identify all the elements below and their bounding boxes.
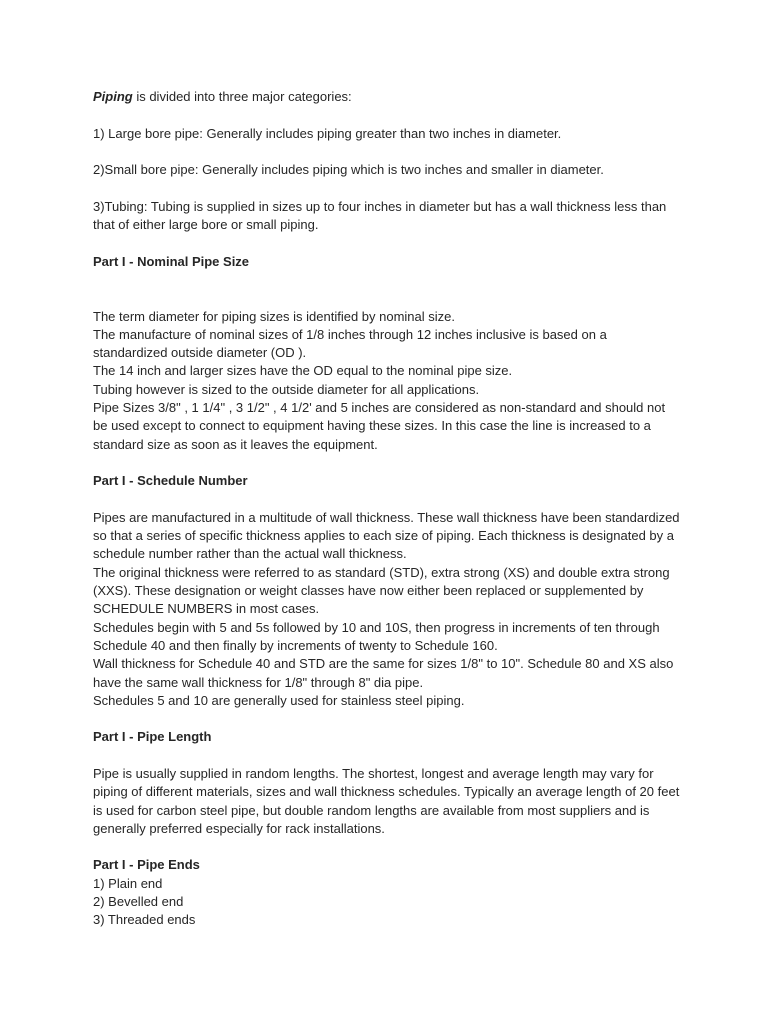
nominal-line-1: The term diameter for piping sizes is identified by nominal size. — [93, 308, 455, 324]
schedule-line-2: The original thickness were referred to as standard (STD), extra strong (XS) and double extra strong (XXS). These designation or weight classes have now either been replaced or supplemented by SCHEDULE NUMBERS in most cases. — [93, 564, 670, 617]
document-page — [93, 88, 683, 930]
nominal-line-2: The manufacture of nominal sizes of 1/8 inches through 12 inches inclusive is based on a standardized outside diameter (OD ). — [93, 326, 607, 361]
heading-pipe-ends: Part I - Pipe Ends — [93, 857, 200, 873]
nominal-line-5: Pipe Sizes 3/8" , 1 1/4" , 3 1/2" , 4 1/2' and 5 inches are considered as non-standard and should not be used except to connect to equipment having these sizes. In this case the line is increased to a standard size as soon as it leaves the equipment. — [93, 400, 666, 452]
schedule-line-4: Wall thickness for Schedule 40 and STD are the same for sizes 1/8" to 10". Schedule 80 and XS also have the same wall thickness for 1/8" through 8" dia pipe. — [93, 656, 674, 690]
intro-paragraph — [93, 88, 683, 106]
schedule-line-3: Schedules begin with 5 and 5s followed by 10 and 10S, then progress in increments of ten through Schedule 40 and then finally by increments of twenty to Schedule 160. — [93, 619, 660, 653]
intro-term: Piping — [93, 89, 133, 104]
nominal-line-3: The 14 inch and larger sizes have the OD equal to the nominal pipe size. — [93, 363, 513, 379]
pipe-end-item-1: 1) Plain end — [93, 875, 163, 891]
category-3: 3)Tubing: Tubing is supplied in sizes up to four inches in diameter but has a wall thickness less than that of either large bore or small piping. — [93, 198, 667, 233]
pipe-length-paragraph: Pipe is usually supplied in random lengths. The shortest, longest and average length may vary for piping of different materials, sizes and wall thickness schedules. Typically an average length of 20 feet is used for carbon steel pipe, but double random lengths are available from most suppliers and is generally preferred especially for rack installations. — [93, 765, 680, 836]
heading-pipe-length: Part I - Pipe Length — [93, 729, 212, 745]
pipe-end-item-3: 3) Threaded ends — [93, 912, 196, 928]
heading-nominal-pipe-size: Part I - Nominal Pipe Size — [93, 253, 250, 269]
schedule-line-5: Schedules 5 and 10 are generally used for stainless steel piping. — [93, 692, 465, 708]
category-1: 1) Large bore pipe: Generally includes piping greater than two inches in diameter. — [93, 125, 562, 141]
intro-text: is divided into three major categories: — [132, 89, 352, 104]
category-2: 2)Small bore pipe: Generally includes piping which is two inches and smaller in diameter. — [93, 162, 604, 178]
heading-schedule-number: Part I - Schedule Number — [93, 473, 248, 489]
pipe-end-item-2: 2) Bevelled end — [93, 894, 184, 910]
schedule-line-1: Pipes are manufactured in a multitude of wall thickness. These wall thickness have been standardized so that a series of specific thickness applies to each size of piping. Each thickness is designated by a schedule number rather than the actual wall thickness. — [93, 509, 680, 562]
nominal-line-4: Tubing however is sized to the outside diameter for all applications. — [93, 381, 480, 397]
